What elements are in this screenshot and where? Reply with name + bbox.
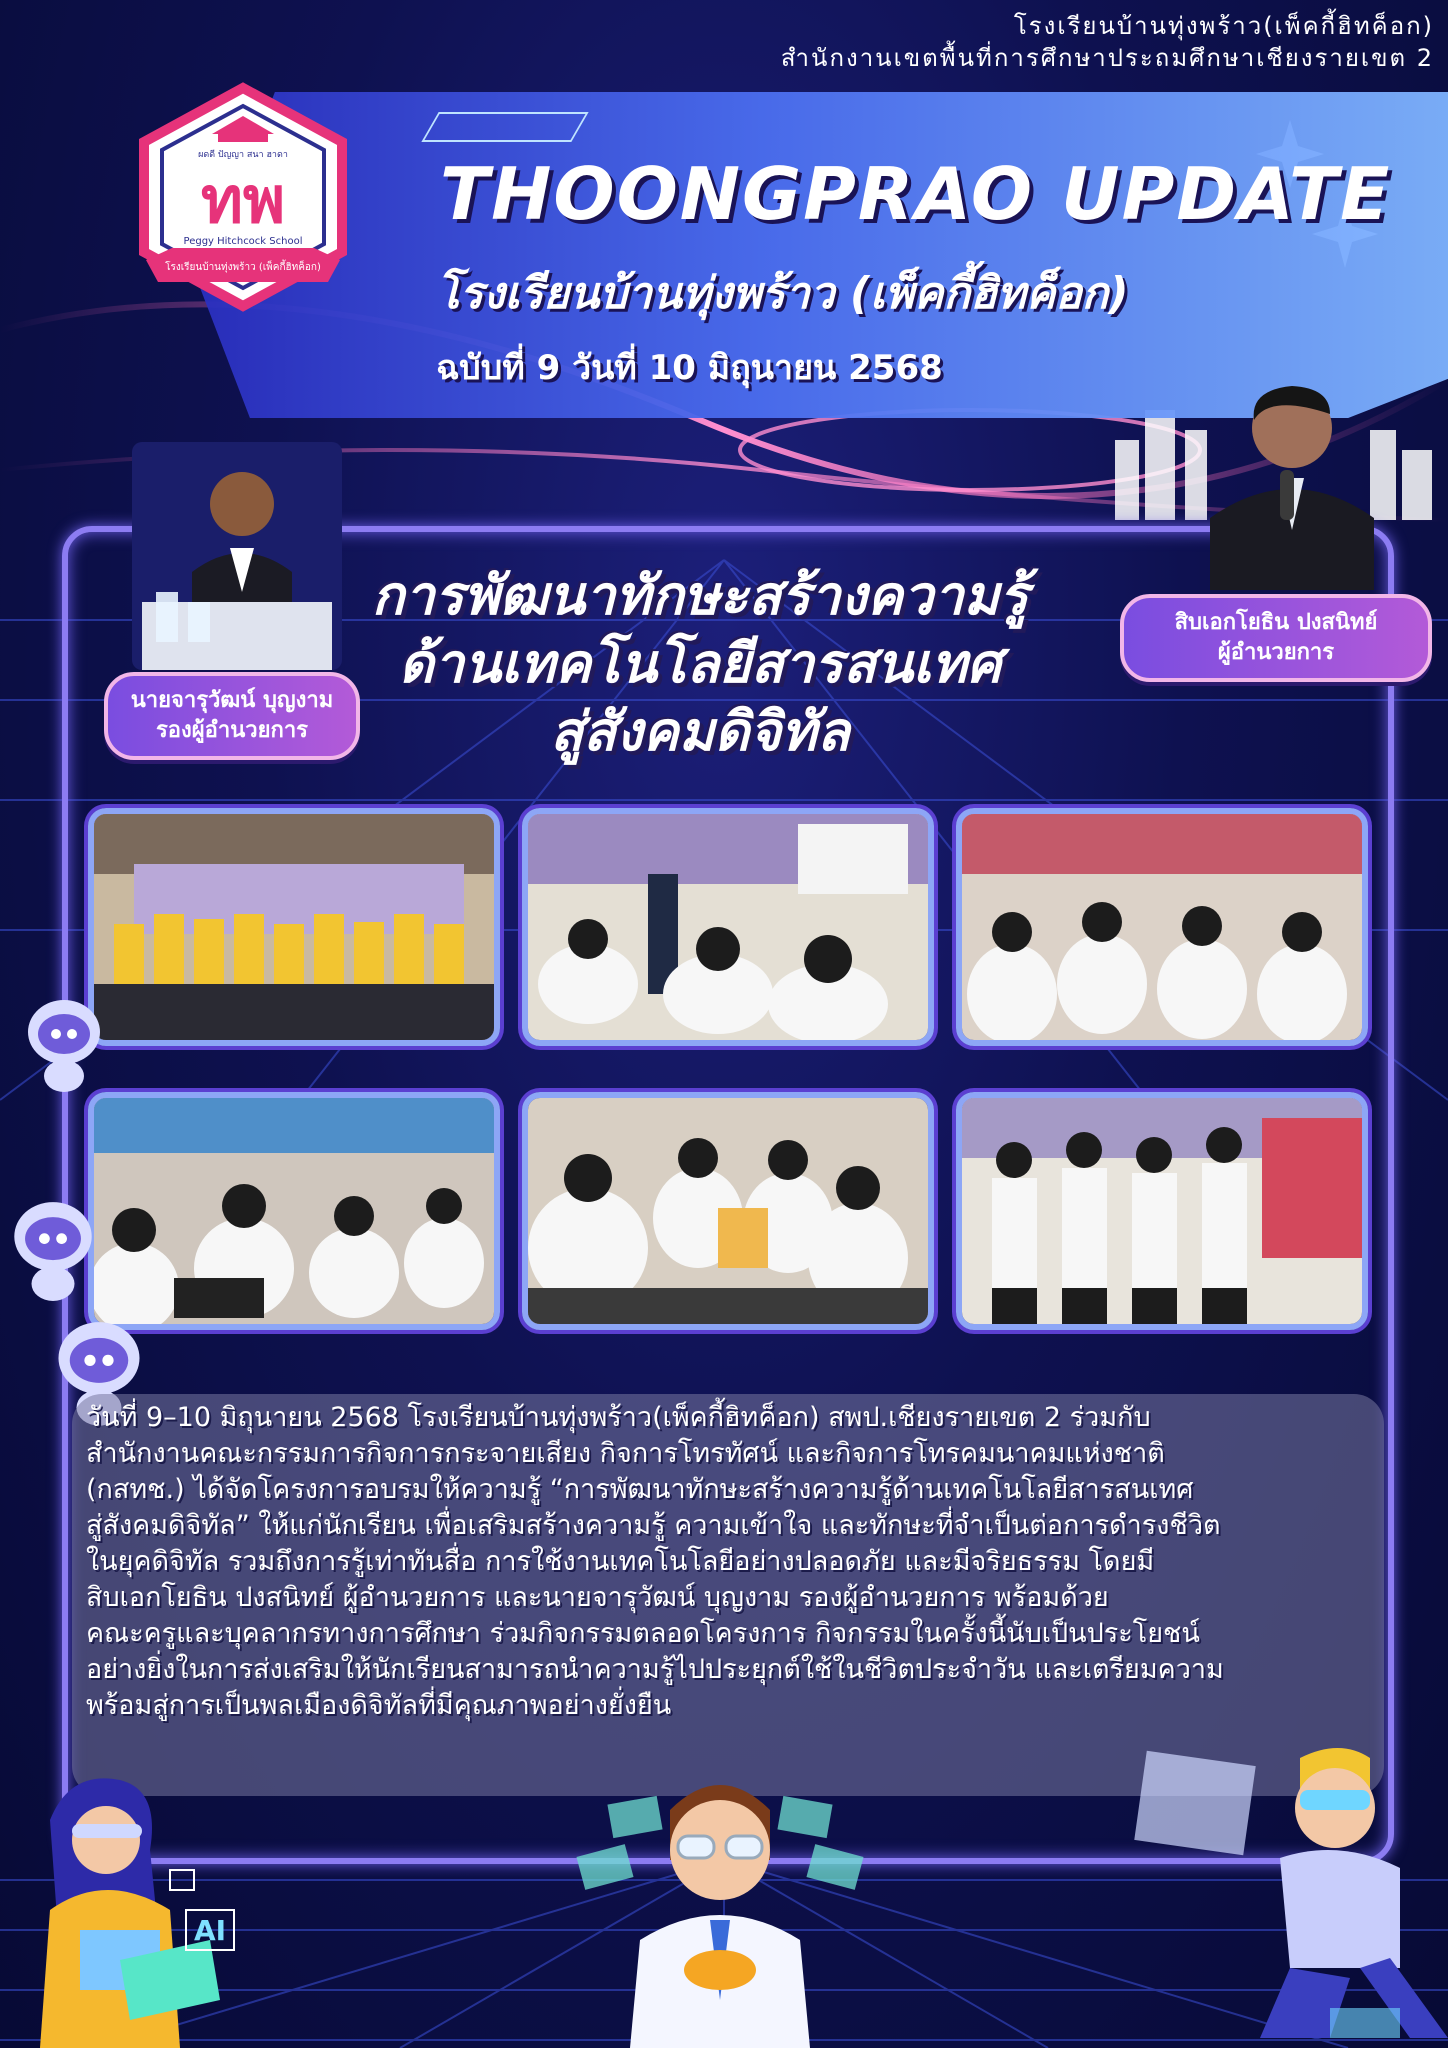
header-text — [781, 10, 1434, 74]
article-line: (กสทช.) ได้จัดโครงการอบรมให้ความรู้ “การพัฒนาทักษะสร้างความรู้ด้านเทคโนโลยีสารสนเทศ — [86, 1474, 1194, 1505]
ai-badge: AI — [193, 1914, 227, 1947]
issue-date: ฉบับที่ 9 วันที่ 10 มิถุนายน 2568 — [436, 348, 943, 388]
robot-mascot-icon — [10, 1184, 96, 1304]
headline-line-3: สู่สังคมดิจิทัล — [550, 700, 850, 763]
article-line: คณะครูและบุคลากรทางการศึกษา ร่วมกิจกรรมตลอดโครงการ กิจกรรมในครั้งนี้นับเป็นประโยชน์ — [86, 1618, 1200, 1649]
office-name-line: สำนักงานเขตพื้นที่การศึกษาประถมศึกษาเชียงรายเขต 2 — [780, 44, 1434, 72]
article-line: สิบเอกโยธิน ปงสนิทย์ ผู้อำนวยการ และนายจารุวัฒน์ บุญงาม รองผู้อำนวยการ พร้อมด้วย — [86, 1582, 1109, 1613]
article-line: วันที่ 9–10 มิถุนายน 2568 โรงเรียนบ้านทุ่งพร้าว(เพ็คกี้ฮิทค็อก) สพป.เชียงรายเขต 2 ร่วมกับ — [86, 1402, 1151, 1433]
article-line: พร้อมสู่การเป็นพลเมืองดิจิทัลที่มีคุณภาพอย่างยั่งยืน — [86, 1690, 672, 1721]
director-role: ผู้อำนวยการ — [1217, 640, 1335, 665]
boy-with-game-controller-illustration — [570, 1770, 870, 2048]
logo-motto: ผดดี ปัญญา สนา ฮาดา — [198, 150, 288, 160]
school-logo — [132, 82, 354, 314]
banner-decoration — [421, 112, 588, 142]
logo-english: Peggy Hitchcock School — [183, 236, 303, 247]
director-tag — [1120, 594, 1432, 682]
activity-photo-3 — [956, 808, 1368, 1046]
girl-with-laptop-illustration — [10, 1760, 250, 2048]
deputy-director-name: นายจารุวัฒน์ บุญงาม — [130, 688, 334, 713]
headline — [250, 562, 1150, 766]
activity-photo-6 — [956, 1092, 1368, 1330]
deputy-director-role: รองผู้อำนวยการ — [155, 718, 308, 743]
deputy-director-tag — [104, 672, 360, 760]
vr-boy-illustration — [1130, 1738, 1448, 2048]
director-name: สิบเอกโยธิน ปงสนิทย์ — [1174, 610, 1378, 635]
activity-photo-1 — [88, 808, 500, 1046]
article-line: สู่สังคมดิจิทัล” ให้แก่นักเรียน เพื่อเสริมสร้างความรู้ ความเข้าใจ และทักษะที่จำเป็นต่อการดำรงชีวิต — [86, 1510, 1221, 1541]
newsletter-title: THOONGPRAO UPDATE — [440, 152, 1392, 236]
activity-photo-2 — [522, 808, 934, 1046]
logo-ribbon-text: โรงเรียนบ้านทุ่งพร้าว (เพ็คกี้ฮิทค็อก) — [165, 262, 321, 273]
school-name-line: โรงเรียนบ้านทุ่งพร้าว(เพ็คกี้ฮิทค็อก) — [1013, 12, 1434, 40]
activity-photo-5 — [522, 1092, 934, 1330]
article-line: อย่างยิ่งในการส่งเสริมให้นักเรียนสามารถนำความรู้ไปประยุกต์ใช้ในชีวิตประจำวัน และเตรียมความ — [86, 1654, 1224, 1685]
headline-line-2: ด้านเทคโนโลยีสารสนเทศ — [398, 632, 1002, 695]
article-line: สำนักงานคณะกรรมการกิจการกระจายเสียง กิจการโทรทัศน์ และกิจการโทรคมนาคมแห่งชาติ — [86, 1438, 1165, 1469]
logo-letters: ทพ — [200, 164, 286, 238]
article-text — [86, 1400, 1376, 1724]
robot-mascot-icon — [24, 984, 104, 1094]
activity-photo-4 — [88, 1092, 500, 1330]
headline-line-1: การพัฒนาทักษะสร้างความรู้ — [371, 564, 1029, 627]
school-title: โรงเรียนบ้านทุ่งพร้าว (เพ็คกี้ฮิทค็อก) — [436, 268, 1129, 319]
director-photo — [1170, 350, 1400, 590]
article-line: ในยุคดิจิทัล รวมถึงการรู้เท่าทันสื่อ การใช้งานเทคโนโลยีอย่างปลอดภัย และมีจริยธรรม โดยมี — [86, 1546, 1155, 1577]
